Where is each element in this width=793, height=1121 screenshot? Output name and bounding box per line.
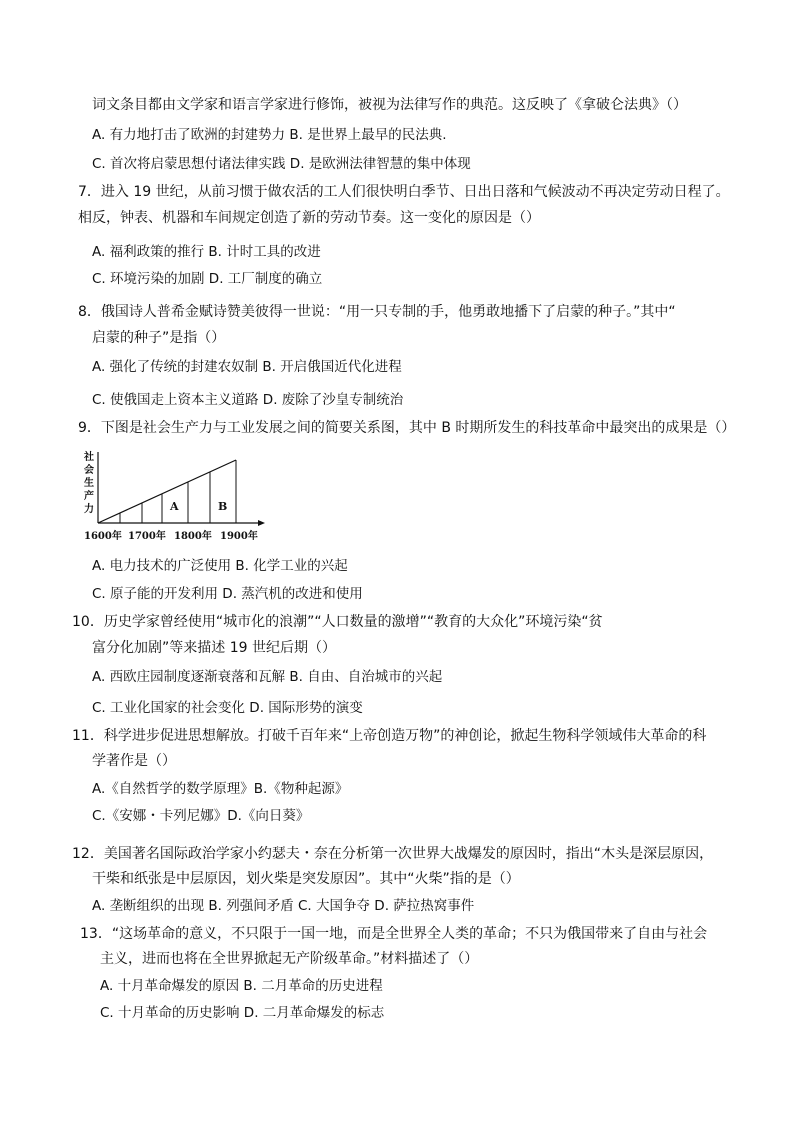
q12-options: A. 垄断组织的出现 B. 列强间矛盾 C. 大国争夺 D. 萨拉热窝事件 [92, 898, 475, 914]
year-label: 1900年 [220, 531, 258, 542]
q10-options-cd: C. 工业化国家的社会变化 D. 国际形势的演变 [92, 700, 363, 716]
q13-stem-line2: 主义，进而也将在全世界掀起无产阶级革命。”材料描述了（） [100, 951, 479, 967]
q11-options-cd: C.《安娜・卡列尼娜》D.《向日葵》 [92, 808, 310, 824]
y-label-char: 力 [84, 504, 94, 515]
q9-stem: 9．下图是社会生产力与工业发展之间的简要关系图，其中 B 时期所发生的科技革命中最突出的成果是（） [78, 420, 736, 436]
q6-options-ab: A. 有力地打击了欧洲的封建势力 B. 是世界上最早的民法典. [92, 127, 447, 143]
y-label-char: 会 [84, 465, 94, 476]
q8-stem-line1: 8．俄国诗人普希金赋诗赞美彼得一世说：“用一只专制的手，他勇敢地播下了启蒙的种子。”其中“ [78, 304, 676, 320]
q11-stem-line2: 学著作是（） [92, 753, 176, 769]
q6-stem-continuation: 词文条目都由文学家和语言学家进行修饰，被视为法律写作的典范。这反映了《拿破仑法典》（） [92, 97, 687, 113]
x-axis-arrow [258, 520, 265, 526]
q8-stem-line2: 启蒙的种子”是指（） [92, 330, 226, 346]
q11-stem-line1: 11．科学进步促进思想解放。打破千百年来“上帝创造万物”的神创论，掀起生物科学领域伟大革命的科 [72, 728, 707, 744]
q9-options-cd: C. 原子能的开发利用 D. 蒸汽机的改进和使用 [92, 586, 363, 602]
q10-options-ab: A. 西欧庄园制度逐渐衰落和瓦解 B. 自由、自治城市的兴起 [92, 669, 443, 685]
period-label-b: B [218, 500, 228, 513]
q13-options-ab: A. 十月革命爆发的原因 B. 二月革命的历史进程 [100, 978, 383, 994]
q10-stem-line1: 10．历史学家曾经使用“城市化的浪潮”“人口数量的激增”“教育的大众化”环境污染“贫 [72, 614, 603, 630]
y-label-char: 社 [84, 452, 94, 463]
y-label-char: 生 [84, 478, 94, 489]
productivity-line [98, 460, 236, 523]
productivity-industry-figure [82, 444, 272, 574]
year-label: 1800年 [174, 531, 212, 542]
q12-stem-line2: 干柴和纸张是中层原因，划火柴是突发原因”。其中“火柴”指的是（） [92, 871, 520, 887]
q11-options-ab: A.《自然哲学的数学原理》B.《物种起源》 [92, 781, 349, 797]
y-label-char: 产 [84, 491, 94, 502]
year-label: 1700年 [128, 531, 166, 542]
year-label: 1600年 [84, 531, 122, 542]
q7-options-ab: A. 福利政策的推行 B. 计时工具的改进 [92, 244, 321, 260]
q9-options-ab: A. 电力技术的广泛使用 B. 化学工业的兴起 [92, 558, 348, 574]
q13-options-cd: C. 十月革命的历史影响 D. 二月革命爆发的标志 [100, 1005, 385, 1021]
q8-options-ab: A. 强化了传统的封建农奴制 B. 开启俄国近代化进程 [92, 359, 402, 375]
q13-stem-line1: 13．“这场革命的意义，不只限于一国一地，而是全世界全人类的革命；不只为俄国带来了自由与社会 [80, 926, 708, 942]
period-label-a: A [170, 500, 179, 513]
q7-stem-line1: 7．进入 19 世纪，从前习惯于做农活的工人们很快明白季节、日出日落和气候波动不再决定劳动日程了。 [78, 184, 730, 200]
q7-stem-line2: 相反，钟表、机器和车间规定创造了新的劳动节奏。这一变化的原因是（） [78, 210, 540, 226]
q7-options-cd: C. 环境污染的加剧 D. 工厂制度的确立 [92, 271, 323, 287]
q10-stem-line2: 富分化加剧”等来描述 19 世纪后期（） [92, 640, 336, 656]
q12-stem-line1: 12．美国著名国际政治学家小约瑟夫・奈在分析第一次世界大战爆发的原因时，指出“木头是深层原因， [72, 846, 714, 862]
q8-options-cd: C. 使俄国走上资本主义道路 D. 废除了沙皇专制统治 [92, 392, 404, 408]
q6-options-cd: C. 首次将启蒙思想付诸法律实践 D. 是欧洲法律智慧的集中体现 [92, 156, 471, 172]
